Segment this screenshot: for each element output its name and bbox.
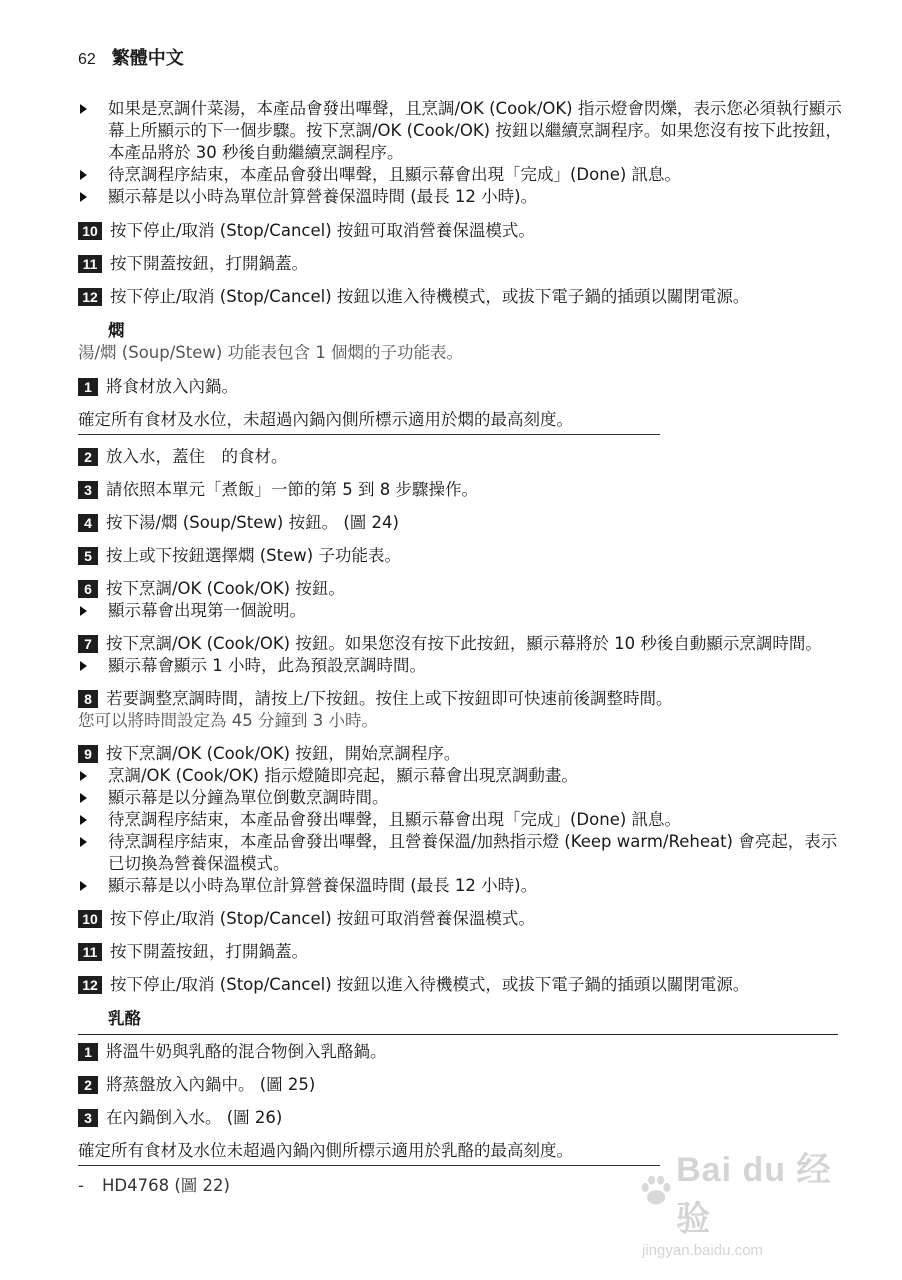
step-text: 按下烹調/OK (Cook/OK) 按鈕。	[106, 579, 345, 598]
stew-step-6	[78, 578, 842, 600]
list-item: 待烹調程序結束，本產品會發出嗶聲，且營養保溫/加熱指示燈 (Keep warm/Reheat) 會亮起，表示已切換為營養保溫模式。	[78, 831, 842, 875]
step-text: 請依照本單元「煮飯」一節的第 5 到 8 步驟操作。	[106, 480, 478, 499]
step-text: 按下停止/取消 (Stop/Cancel) 按鈕可取消營養保溫模式。	[110, 909, 535, 928]
step-text: 按下開蓋按鈕，打開鍋蓋。	[110, 942, 308, 961]
list-item: 如果是烹調什菜湯，本產品會發出嗶聲，且烹調/OK (Cook/OK) 指示燈會閃爍，表示您必須執行顯示幕上所顯示的下一個步驟。按下烹調/OK (Cook/OK) 按鈕以繼續烹調程序。如果您沒有按下此按鈕，本產品將於 30 秒後自動繼續烹調程序。	[78, 98, 842, 164]
step-text: 按下停止/取消 (Stop/Cancel) 按鈕以進入待機模式，或拔下電子鍋的插頭以關閉電源。	[110, 975, 750, 994]
stew-step-12	[78, 974, 842, 996]
step-text: 若要調整烹調時間，請按上/下按鈕。按住上或下按鈕即可快速前後調整時間。	[106, 689, 673, 708]
step-text: 按上或下按鈕選擇燜 (Stew) 子功能表。	[106, 546, 401, 565]
stew-step-1	[78, 376, 842, 398]
step-number: 12	[78, 288, 102, 306]
list-item: 待烹調程序結束，本產品會發出嗶聲，且顯示幕會出現「完成」(Done) 訊息。	[78, 164, 842, 186]
baidu-watermark	[638, 1142, 848, 1259]
step-number: 1	[78, 378, 98, 396]
step-number: 9	[78, 745, 98, 763]
caution-note: 確定所有食材及水位未超過內鍋內側所標示適用於乳酪的最高刻度。	[78, 1140, 660, 1166]
list-item: 烹調/OK (Cook/OK) 指示燈隨即亮起，顯示幕會出現烹調動畫。	[78, 765, 842, 787]
section-heading-stew: 燜	[108, 321, 125, 340]
model-text: HD4768 (圖 22)	[101, 1176, 230, 1195]
yogurt-step-1	[78, 1041, 842, 1063]
step-number: 10	[78, 222, 102, 240]
paw-icon	[638, 1171, 674, 1211]
list-item: 顯示幕是以分鐘為單位倒數烹調時間。	[78, 787, 842, 809]
step-number: 11	[78, 943, 102, 961]
step-number: 2	[78, 1076, 98, 1094]
stew-step-5	[78, 545, 842, 567]
watermark-brand: Bai du 经验	[676, 1151, 832, 1238]
list-item: 顯示幕是以小時為單位計算營養保溫時間 (最長 12 小時)。	[78, 875, 842, 897]
page-number: 62	[78, 51, 96, 68]
dash-marker: -	[78, 1176, 84, 1195]
step-text: 按下停止/取消 (Stop/Cancel) 按鈕以進入待機模式，或拔下電子鍋的插頭以關閉電源。	[110, 287, 750, 306]
caution-note: 確定所有食材及水位，未超過內鍋內側所標示適用於燜的最高刻度。	[78, 409, 660, 435]
step-number: 8	[78, 690, 98, 708]
list-item: 待烹調程序結束，本產品會發出嗶聲，且顯示幕會出現「完成」(Done) 訊息。	[78, 809, 842, 831]
step-text: 放入水，蓋住 的食材。	[106, 447, 288, 466]
step-number: 4	[78, 514, 98, 532]
stew-step-8	[78, 688, 842, 710]
page-content	[78, 98, 842, 1197]
yogurt-step-2	[78, 1074, 842, 1096]
list-item: 顯示幕會顯示 1 小時，此為預設烹調時間。	[78, 655, 842, 677]
step-11	[78, 253, 842, 275]
step-number: 1	[78, 1043, 98, 1061]
list-item: 顯示幕會出現第一個說明。	[78, 600, 842, 622]
step-number: 12	[78, 976, 102, 994]
step-text: 在內鍋倒入水。 (圖 26)	[106, 1108, 283, 1127]
step-text: 按下開蓋按鈕，打開鍋蓋。	[110, 254, 308, 273]
stew-step-4	[78, 512, 842, 534]
step-number: 3	[78, 481, 98, 499]
step-text: 按下停止/取消 (Stop/Cancel) 按鈕可取消營養保溫模式。	[110, 221, 535, 240]
stew-step-9	[78, 743, 842, 765]
stew-step-7	[78, 633, 842, 655]
step-text: 按下烹調/OK (Cook/OK) 按鈕。如果您沒有按下此按鈕，顯示幕將於 10 秒後自動顯示烹調時間。	[106, 634, 822, 653]
stew-step-10	[78, 908, 842, 930]
stew-step-2	[78, 446, 842, 468]
step-text: 按下烹調/OK (Cook/OK) 按鈕，開始烹調程序。	[106, 744, 461, 763]
language-label: 繁體中文	[111, 48, 184, 69]
step-12	[78, 286, 842, 308]
step-text: 按下湯/燜 (Soup/Stew) 按鈕。 (圖 24)	[106, 513, 399, 532]
list-item: 顯示幕是以小時為單位計算營養保溫時間 (最長 12 小時)。	[78, 186, 842, 208]
section-heading-yogurt: 乳酪	[108, 1009, 141, 1028]
step-number: 10	[78, 910, 102, 928]
page-header	[78, 44, 184, 70]
watermark-logo	[638, 1142, 848, 1240]
section-intro: 湯/燜 (Soup/Stew) 功能表包含 1 個燜的子功能表。	[78, 343, 464, 362]
step-note: 您可以將時間設定為 45 分鐘到 3 小時。	[78, 711, 378, 730]
stew-step-3	[78, 479, 842, 501]
step-number: 3	[78, 1109, 98, 1127]
step-number: 6	[78, 580, 98, 598]
watermark-url: jingyan.baidu.com	[642, 1242, 763, 1259]
step-number: 2	[78, 448, 98, 466]
step-number: 11	[78, 255, 102, 273]
step-number: 5	[78, 547, 98, 565]
step-number: 7	[78, 635, 98, 653]
stew-step-11	[78, 941, 842, 963]
yogurt-step-3	[78, 1107, 842, 1129]
step-text: 將食材放入內鍋。	[106, 377, 238, 396]
step-10	[78, 220, 842, 242]
step-text: 將溫牛奶與乳酪的混合物倒入乳酪鍋。	[106, 1042, 387, 1061]
step-text: 將蒸盤放入內鍋中。 (圖 25)	[106, 1075, 316, 1094]
section-divider	[78, 1034, 838, 1035]
